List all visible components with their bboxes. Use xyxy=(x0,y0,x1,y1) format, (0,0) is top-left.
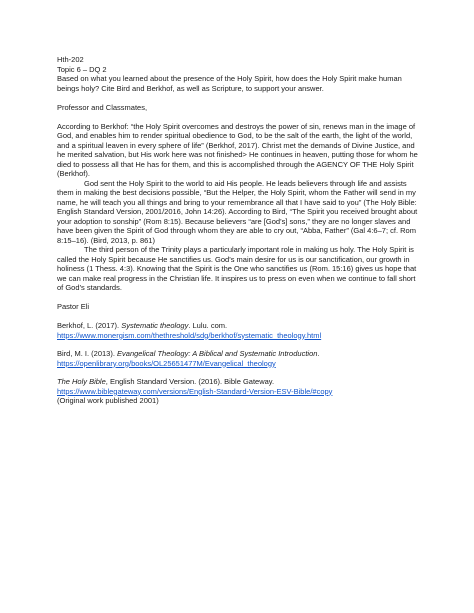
paragraph-holy-spirit-aid: God sent the Holy Spirit to the world to aid His people. He leads believers through life and assists them in making the best decisions possible, “But the Helper, the Holy Spirit, whom the Father will send in my name, he will teach you all things and bring to your remembrance all that I have said to you” (The Holy Bible: English Standard Version, 2001/2016, John 14:26). According to Bird, “The Spirit you received brought about your adoption to sonship” (Rom 8:15). Because believers “are [God’s] sons,” they are no longer slaves and have been given the Spirit of God through whom they are able to cry out, “Abba, Father” (Gal 4:6–7; cf. Rom 8:15–16). (Bird, 2013, p. 861) xyxy=(57,178,418,245)
reference-link[interactable]: https://www.biblegateway.com/versions/English-Standard-Version-ESV-Bible/#copy xyxy=(57,386,333,396)
reference-title: The Holy Bible xyxy=(57,377,106,386)
reference-author: Berkhof, L. (2017). xyxy=(57,321,122,330)
reference-bible xyxy=(57,377,422,406)
reference-author: Bird, M. I. (2013). xyxy=(57,349,118,358)
course-code: Hth-202 xyxy=(57,55,84,64)
discussion-question: Based on what you learned about the presence of the Holy Spirit, how does the Holy Spirit make human beings holy? Cite Bird and Berkhof, as well as Scripture, to support your answer. xyxy=(57,74,402,93)
salutation: Professor and Classmates, xyxy=(57,102,148,112)
topic-heading: Topic 6 – DQ 2 xyxy=(57,64,107,74)
reference-title: Evangelical Theology: A Biblical and Systematic Introduction xyxy=(117,349,318,358)
reference-title: Systematic theology xyxy=(121,321,189,330)
reference-publisher: , English Standard Version. (2016). Bible Gateway. xyxy=(105,377,275,386)
reference-link[interactable]: https://openlibrary.org/books/OL25651477M/Evangelical_theology xyxy=(57,358,276,368)
reference-bird xyxy=(57,349,422,368)
paragraph-berkhof: According to Berkhof: “the Holy Spirit overcomes and destroys the power of sin, renews man in the image of God, and enables him to render spiritual obedience to God, to be the salt of the earth, the light of the world, and a spiritual leaven in every sphere of life” (Berkhof, 2017). Christ met the demands of Divine Justice, and he merited salvation, but His work here was not finished> He continues in heaven, putting those for whom he died to possess all that He has for them, and this is accomplished through the AGENCY OF THE Holy Spirit (Berkhof). xyxy=(57,121,418,178)
reference-berkhof xyxy=(57,321,422,340)
reference-note: (Original work published 2001) xyxy=(57,396,159,405)
signature: Pastor Eli xyxy=(57,302,90,311)
paragraph-trinity: The third person of the Trinity plays a particularly important role in making us holy. The Holy Spirit is called the Holy Spirit because He sanctifies us. God’s main desire for us is our sanctification, our growth in holiness (1 Thess. 4:3). Knowing that the Spirit is the One who sanctifies us (Rom. 15:16) gives us hope that we can make real progress in the Christian life. It inspires us to press on even when we continue to fall short of God’s standards. xyxy=(57,245,417,292)
reference-publisher: . Lulu. com. xyxy=(188,321,228,330)
reference-link[interactable]: https://www.monergism.com/thethreshold/sdg/berkhof/systematic_theology.html xyxy=(57,330,322,340)
reference-publisher: . xyxy=(317,349,320,358)
document-body xyxy=(57,55,422,406)
